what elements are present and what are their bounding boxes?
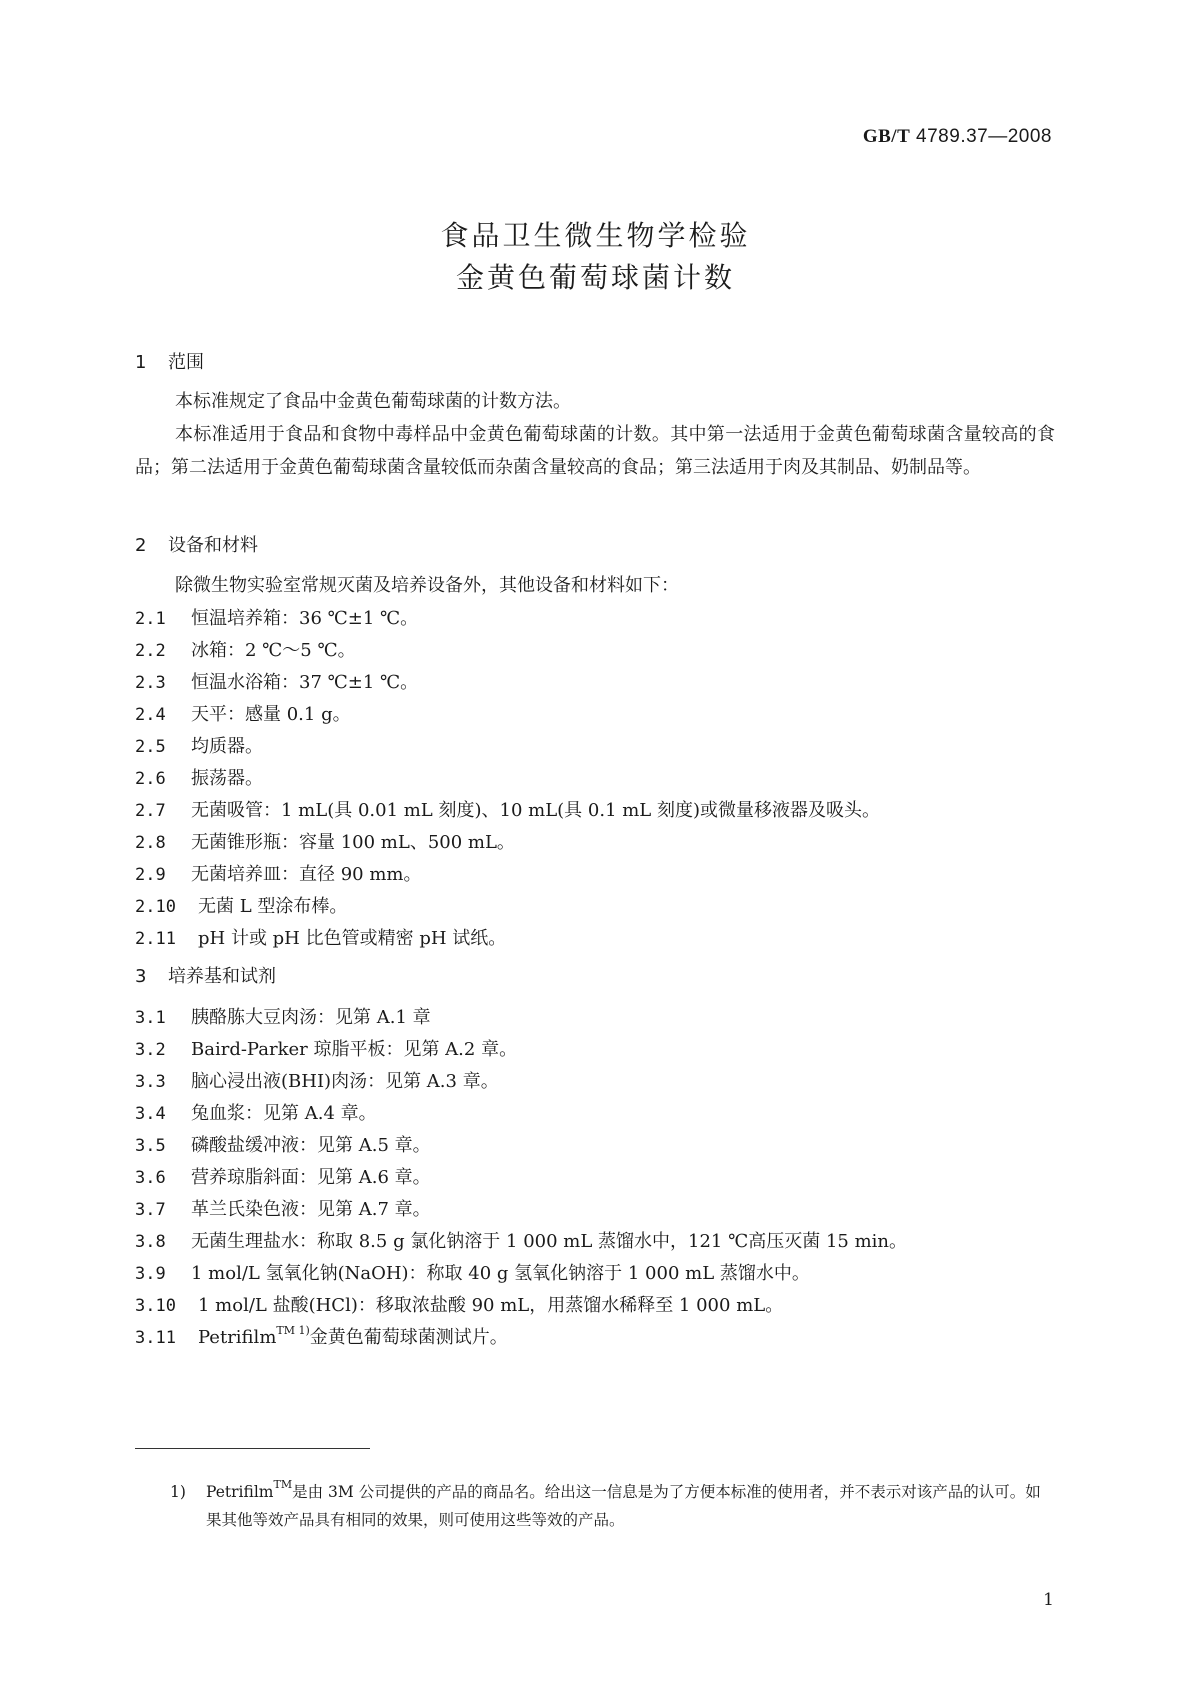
item-text: pH 计或 pH 比色管或精密 pH 试纸。 bbox=[198, 928, 507, 949]
list-item bbox=[135, 1131, 431, 1157]
item-text: 胰酪胨大豆肉汤：见第 A.1 章 bbox=[191, 1007, 431, 1028]
section-title: 设备和材料 bbox=[168, 535, 258, 556]
footnote-reference: TM 1) bbox=[276, 1324, 310, 1337]
list-item bbox=[135, 1195, 431, 1221]
item-text: 脑心浸出液(BHI)肉汤：见第 A.3 章。 bbox=[191, 1071, 499, 1092]
item-number: 2.4 bbox=[135, 705, 166, 725]
item-number: 2.9 bbox=[135, 865, 166, 885]
list-item bbox=[135, 796, 880, 822]
list-item bbox=[135, 764, 263, 790]
item-number: 3.7 bbox=[135, 1200, 166, 1220]
item-number: 2.2 bbox=[135, 641, 166, 661]
item-number: 2.3 bbox=[135, 673, 166, 693]
item-text: 1 mol/L 盐酸(HCl)：移取浓盐酸 90 mL，用蒸馏水稀释至 1 000 mL。 bbox=[198, 1295, 784, 1316]
standard-number bbox=[863, 126, 1052, 148]
section-1-heading bbox=[135, 348, 204, 374]
section-2-heading bbox=[135, 531, 258, 557]
item-text: 金黄色葡萄球菌测试片。 bbox=[309, 1327, 508, 1348]
item-text: 兔血浆：见第 A.4 章。 bbox=[191, 1103, 377, 1124]
item-number: 2.10 bbox=[135, 897, 176, 917]
section-title: 培养基和试剂 bbox=[168, 966, 276, 987]
section-2-intro: 除微生物实验室常规灭菌及培养设备外，其他设备和材料如下： bbox=[175, 575, 679, 596]
list-item bbox=[135, 1323, 508, 1349]
list-item bbox=[135, 1227, 907, 1253]
item-text: Baird-Parker 琼脂平板：见第 A.2 章。 bbox=[191, 1039, 518, 1060]
item-number: 3.9 bbox=[135, 1264, 166, 1284]
list-item bbox=[135, 1291, 783, 1317]
page-number: 1 bbox=[1043, 1590, 1054, 1610]
list-item bbox=[135, 1259, 810, 1285]
item-text: 均质器。 bbox=[191, 736, 263, 757]
item-number: 3.3 bbox=[135, 1072, 166, 1092]
list-item bbox=[135, 924, 506, 950]
footnote-text-block bbox=[206, 1478, 1055, 1534]
item-number: 3.6 bbox=[135, 1168, 166, 1188]
footnote-separator bbox=[135, 1448, 370, 1449]
item-text: 天平：感量 0.1 g。 bbox=[191, 704, 351, 725]
item-number: 2.5 bbox=[135, 737, 166, 757]
item-number: 3.1 bbox=[135, 1008, 166, 1028]
list-item bbox=[135, 1099, 377, 1125]
list-item bbox=[135, 1035, 517, 1061]
list-item bbox=[135, 1067, 499, 1093]
standard-prefix: GB/T bbox=[862, 126, 911, 147]
item-number: 3.11 bbox=[135, 1328, 176, 1348]
item-text: 振荡器。 bbox=[191, 768, 263, 789]
item-number: 2.11 bbox=[135, 929, 176, 949]
item-number: 3.2 bbox=[135, 1040, 166, 1060]
item-number: 3.10 bbox=[135, 1296, 176, 1316]
section-number: 3 bbox=[135, 966, 147, 987]
item-text: 无菌吸管：1 mL(具 0.01 mL 刻度)、10 mL(具 0.1 mL 刻度)或微量移液器及吸头。 bbox=[191, 800, 881, 821]
item-text: 无菌生理盐水：称取 8.5 g 氯化钠溶于 1 000 mL 蒸馏水中，121 ℃高压灭菌 15 min。 bbox=[191, 1231, 908, 1252]
item-number: 2.1 bbox=[135, 609, 166, 629]
item-text: 恒温培养箱：36 ℃±1 ℃。 bbox=[191, 608, 419, 629]
list-item bbox=[135, 700, 351, 726]
title-line-2: 金黄色葡萄球菌计数 bbox=[455, 261, 735, 294]
item-text: 无菌培养皿：直径 90 mm。 bbox=[191, 864, 422, 885]
item-text: 革兰氏染色液：见第 A.7 章。 bbox=[191, 1199, 431, 1220]
title-line-1: 食品卫生微生物学检验 bbox=[440, 219, 751, 252]
trademark-mark: TM bbox=[273, 1478, 293, 1491]
section-number: 2 bbox=[135, 535, 147, 556]
section-number: 1 bbox=[135, 352, 147, 373]
list-item bbox=[135, 892, 347, 918]
list-item bbox=[135, 828, 515, 854]
section-3-heading bbox=[135, 962, 276, 988]
list-item bbox=[135, 860, 421, 886]
brand-name: Petrifilm bbox=[206, 1483, 274, 1501]
item-text: 磷酸盐缓冲液：见第 A.5 章。 bbox=[191, 1135, 431, 1156]
item-number: 3.4 bbox=[135, 1104, 166, 1124]
list-item bbox=[135, 636, 356, 662]
footnote-text: 是由 3M 公司提供的产品的商品名。给出这一信息是为了方便本标准的使用者，并不表示对该产品的认可。如果其他等效产品具有相同的效果，则可使用这些等效的产品。 bbox=[206, 1483, 1041, 1529]
brand-name: Petrifilm bbox=[198, 1327, 277, 1348]
item-text: 1 mol/L 氢氧化钠(NaOH)：称取 40 g 氢氧化钠溶于 1 000 mL 蒸馏水中。 bbox=[191, 1263, 810, 1284]
list-item bbox=[135, 604, 418, 630]
item-number: 2.6 bbox=[135, 769, 166, 789]
item-number: 3.8 bbox=[135, 1232, 166, 1252]
item-text: 恒温水浴箱：37 ℃±1 ℃。 bbox=[191, 672, 419, 693]
footnote-marker: 1) bbox=[170, 1483, 186, 1501]
section-title: 范围 bbox=[168, 352, 204, 373]
list-item bbox=[135, 732, 263, 758]
item-number: 2.7 bbox=[135, 801, 166, 821]
section-1-paragraph-2: 本标准适用于食品和食物中毒样品中金黄色葡萄球菌的计数。其中第一法适用于金黄色葡萄球菌含量较高的食品；第二法适用于金黄色葡萄球菌含量较低而杂菌含量较高的食品；第三法适用于肉及其制品、奶制品等。 bbox=[135, 424, 1055, 478]
footnote bbox=[170, 1478, 1055, 1534]
list-item bbox=[135, 1003, 431, 1029]
list-item bbox=[135, 1163, 431, 1189]
item-number: 2.8 bbox=[135, 833, 166, 853]
item-text: 营养琼脂斜面：见第 A.6 章。 bbox=[191, 1167, 431, 1188]
list-item bbox=[135, 668, 418, 694]
item-text: 冰箱：2 ℃～5 ℃。 bbox=[191, 640, 356, 661]
item-number: 3.5 bbox=[135, 1136, 166, 1156]
standard-code: 4789.37—2008 bbox=[916, 126, 1052, 147]
section-1-paragraph-1: 本标准规定了食品中金黄色葡萄球菌的计数方法。 bbox=[175, 391, 571, 412]
item-text: 无菌 L 型涂布棒。 bbox=[198, 896, 348, 917]
item-text: 无菌锥形瓶：容量 100 mL、500 mL。 bbox=[191, 832, 515, 853]
